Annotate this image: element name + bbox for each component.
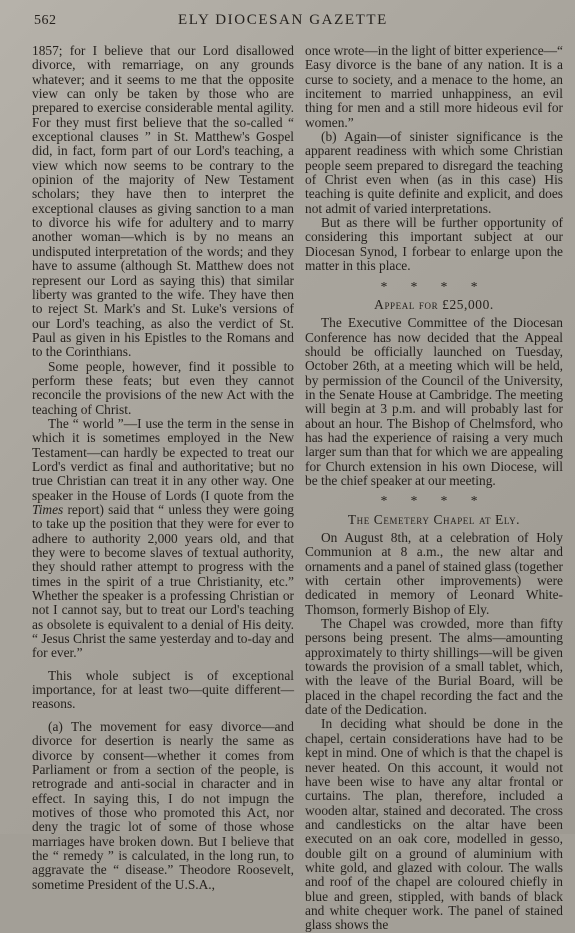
paragraph-world-text-b: report) said that “ unless they were going to take up the position that they were for ever to adhere to authority 2,000 years old, and that they were to become slaves of textual authority, they should rather attempt to progress with the times in the spirit of a true Christianity, etc.” Whether the speaker is a professing Christian or not I cannot say, but to treat our Lord's teaching as obsolete is equivalent to a denial of His deity. “ Jesus Christ the same yesterday and to-day and for ever.” — [32, 502, 294, 661]
right-column — [305, 44, 563, 933]
paragraph-divorce-grounds: 1857; for I believe that our Lord disallowed divorce, with remarriage, on any grounds whatever; and it seems to me that the opposite view can only be taken by those who are prepared to exercise considerable mental agility. For they must first believe that the so-called “ exceptional clauses ” in St. Matthew's Gospel did, in fact, form part of our Lord's teaching, a view which now seems to be contrary to the opinion of the majority of New Testament scholars; they have then to interpret the exceptional clauses as giving sanction to a man to divorce his wife for adultery and to marry another woman—which is by no means an undisputed interpretation of the words; and they have to assume (although St. Matthew does not represent our Lord as saying this) that similar liberty was granted to the wife. They have then to reject St. Mark's and St. Luke's versions of our Lord's teaching, as also the verdict of St. Paul as given in his Epistles to the Romans and to the Corinthians. — [32, 43, 294, 360]
paragraph-sinister-significance: (b) Again—of sinister significance is the apparent readiness with which some Christian people seem prepared to disregard the teaching of Christ even when (as in this case) His teaching is quite definite and explicit, and does not admit of varied interpretations. — [305, 129, 563, 216]
paragraph-easy-divorce: (a) The movement for easy divorce—and divorce for desertion is nearly the same as divorce by consent—whether it comes from Parliament or from a section of the people, is retrograde and anti-social in character and in effect. In saying this, I do not impugn the motives of those who promoted this Act, nor deny the tragic lot of some of those whose marriages have broken down. But I believe that the “ remedy ” is calculated, in the long run, to aggravate the “ disease.” Theodore Roosevelt, sometime President of the U.S.A., — [32, 718, 294, 892]
paragraph-chapel-crowded: The Chapel was crowded, more than fifty persons being present. The alms—amounting approximately to thirty shillings—will be given towards the provision of a small tablet, which, with the leave of the Burial Board, will be placed in the chapel recording the fact and the date of the Dedication. — [305, 616, 563, 718]
paragraph-world — [32, 417, 294, 661]
times-newspaper-title: Times — [32, 502, 64, 517]
journal-title: ELY DIOCESAN GAZETTE — [178, 12, 388, 28]
left-column — [32, 44, 294, 892]
paragraph-roosevelt-quote: once wrote—in the light of bitter experience—“ Easy divorce is the bane of any nation. It is a curse to society, and a menace to the home, an incitement to married unhappiness, an evil thing for men and a still more hideous evil for women.” — [305, 43, 563, 130]
heading-appeal: Appeal for £25,000. — [374, 296, 494, 312]
paragraph-some-people: Some people, however, find it possible to perform these feats; but even they cannot reconcile the provisions of the new Act with the teaching of Christ. — [32, 358, 294, 417]
running-header — [0, 0, 575, 36]
paragraph-importance: This whole subject is of exceptional importance, for at least two—quite different—reasons. — [32, 667, 294, 712]
paragraph-appeal: The Executive Committee of the Diocesan Conference has now decided that the Appeal should be officially launched on Tuesday, October 26th, at a meeting which will be held, by permission of the Council of the University, in the Senate House at Cambridge. The meeting will begin at 3 p.m. and will probably last for about an hour. The Bishop of Chelmsford, who has had the experience of raising a very much larger sum than that for which we are appealing for Church extension in his own Diocese, will be the chief speaker at our meeting. — [305, 315, 563, 488]
section-divider: * * * * — [380, 278, 488, 294]
page-number: 562 — [34, 13, 57, 28]
paragraph-synod: But as there will be further opportunity of considering this important subject at our Diocesan Synod, I forbear to enlarge upon the matter in this place. — [305, 215, 563, 274]
section-divider-2: * * * * — [380, 493, 488, 509]
heading-cemetery-chapel: The Cemetery Chapel at Ely. — [347, 511, 521, 527]
paragraph-dedication: On August 8th, at a celebration of Holy Communion at 8 a.m., the new altar and ornaments and a panel of stained glass (together with certain other improvements) were dedicated in memory of Leonard White-Thomson, formerly Bishop of Ely. — [305, 530, 563, 617]
paragraph-chapel-plan: In deciding what should be done in the chapel, certain considerations have had to be kept in mind. One of which is that the chapel is never heated. On this account, it would not have been wise to have any altar frontal or curtains. The plan, therefore, included a wooden altar, stained and decorated. The cross and candlesticks on the altar have been executed on an oak core, modelled in gesso, double gilt on a ground of aluminium with white gold, and glazed with colour. The walls and roof of the chapel are coloured chiefly in blue and green, stippled, with bands of black and white chequer work. The panel of stained glass shows the — [305, 716, 563, 933]
paragraph-world-text-a: The “ world ”—I use the term in the sense in which it is sometimes employed in the New Testament—can hardly be expected to treat our Lord's verdict as final and authoritative; but no true Christian can treat it in any other way. One speaker in the House of Lords (I quote from the — [32, 415, 294, 503]
